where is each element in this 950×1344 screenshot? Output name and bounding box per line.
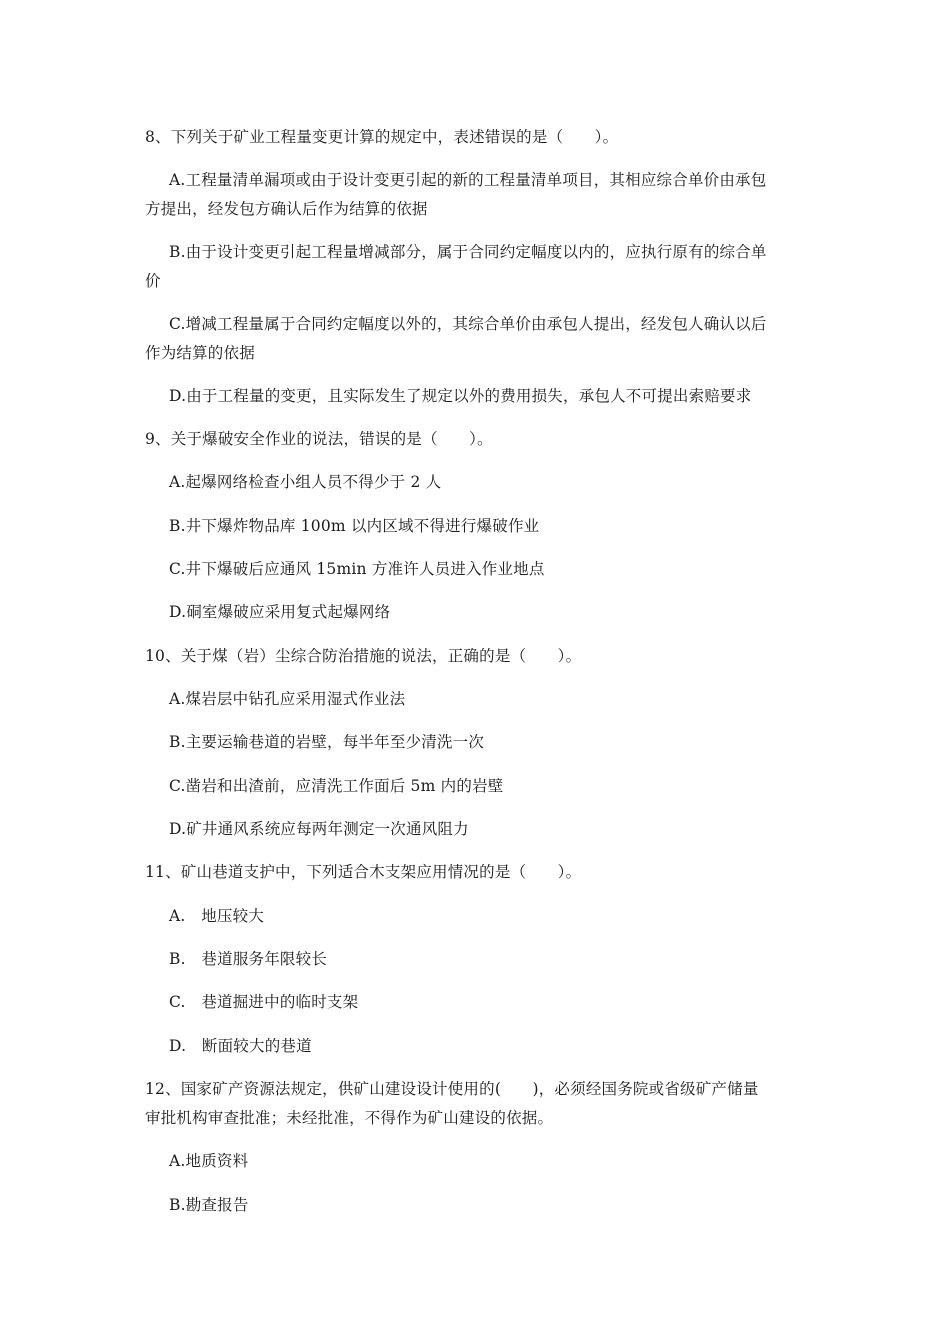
question-8-option-c-line-2: 作为结算的依据 (145, 344, 255, 362)
question-11-option-b: B. 巷道服务年限较长 (169, 950, 328, 968)
question-11-option-a: A. 地压较大 (169, 907, 265, 925)
question-10-stem: 10、关于煤（岩）尘综合防治措施的说法，正确的是（ ）。 (145, 647, 582, 665)
question-10-option-b: B.主要运输巷道的岩壁，每半年至少清洗一次 (169, 733, 485, 751)
question-11-option-c: C. 巷道掘进中的临时支架 (169, 993, 359, 1011)
question-9-option-b: B.井下爆炸物品库 100m 以内区域不得进行爆破作业 (169, 517, 540, 535)
question-8-option-a-line-2: 方提出，经发包方确认后作为结算的依据 (145, 200, 428, 218)
question-8-option-b-line-2: 价 (145, 272, 161, 290)
question-9-option-d: D.硐室爆破应采用复式起爆网络 (169, 603, 391, 621)
question-12-stem-line-2: 审批机构审查批准；未经批准，不得作为矿山建设的依据。 (145, 1109, 554, 1127)
question-9-stem: 9、关于爆破安全作业的说法，错误的是（ ）。 (145, 430, 493, 448)
question-8-option-b-line-1: B.由于设计变更引起工程量增减部分，属于合同约定幅度以内的，应执行原有的综合单 (169, 243, 767, 261)
question-8-option-d: D.由于工程量的变更，且实际发生了规定以外的费用损失，承包人不可提出索赔要求 (169, 387, 752, 405)
question-8-stem: 8、下列关于矿业工程量变更计算的规定中，表述错误的是（ ）。 (145, 128, 619, 146)
question-9-option-a: A.起爆网络检查小组人员不得少于 2 人 (169, 473, 442, 491)
question-12-stem-line-1: 12、国家矿产资源法规定，供矿山建设设计使用的( )，必须经国务院或省级矿产储量 (145, 1080, 759, 1098)
question-8-option-c-line-1: C.增减工程量属于合同约定幅度以外的，其综合单价由承包人提出，经发包人确认以后 (169, 315, 767, 333)
question-11-option-d: D. 断面较大的巷道 (169, 1037, 312, 1055)
question-10-option-c: C.凿岩和出渣前，应清洗工作面后 5m 内的岩壁 (169, 777, 504, 795)
question-11-stem: 11、矿山巷道支护中，下列适合木支架应用情况的是（ ）。 (145, 863, 582, 881)
question-12-option-b: B.勘查报告 (169, 1196, 249, 1214)
question-8-option-a-line-1: A.工程量清单漏项或由于设计变更引起的新的工程量清单项目，其相应综合单价由承包 (169, 171, 767, 189)
question-10-option-d: D.矿井通风系统应每两年测定一次通风阻力 (169, 820, 469, 838)
question-12-option-a: A.地质资料 (169, 1152, 249, 1170)
question-10-option-a: A.煤岩层中钻孔应采用湿式作业法 (169, 690, 406, 708)
question-9-option-c: C.井下爆破后应通风 15min 方准许人员进入作业地点 (169, 560, 545, 578)
